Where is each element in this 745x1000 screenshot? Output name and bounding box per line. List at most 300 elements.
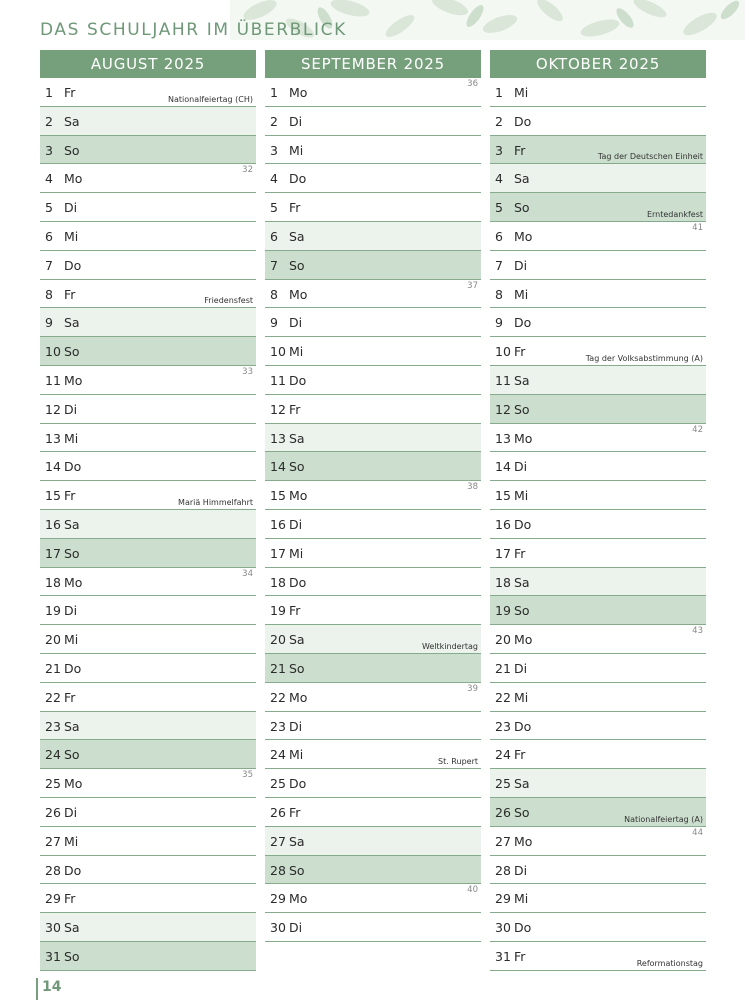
day-row [265, 78, 481, 107]
day-row [490, 625, 706, 654]
day-row [490, 942, 706, 971]
weekday-label: Di [514, 459, 528, 475]
day-number: 24 [45, 747, 61, 763]
day-number: 7 [270, 257, 278, 273]
day-number: 7 [495, 257, 503, 273]
weekday-label: Sa [289, 430, 305, 446]
day-row [40, 798, 256, 827]
day-number: 17 [45, 545, 61, 561]
page-title: DAS SCHULJAHR IM ÜBERBLICK [40, 20, 347, 40]
weekday-label: Do [289, 372, 307, 388]
weekday-label: Mo [64, 372, 83, 388]
day-list [490, 78, 706, 971]
page-number: 14 [42, 979, 62, 995]
day-row [40, 568, 256, 597]
week-number: 37 [467, 280, 478, 291]
day-number: 11 [45, 372, 61, 388]
day-row [265, 251, 481, 280]
day-row [265, 222, 481, 251]
weekday-label: Mo [64, 776, 83, 792]
weekday-label: So [64, 545, 80, 561]
weekday-label: Do [64, 660, 82, 676]
weekday-label: Mo [289, 488, 308, 504]
day-row [490, 222, 706, 251]
day-number: 23 [495, 718, 511, 734]
week-number: 41 [692, 222, 703, 233]
day-number: 2 [270, 113, 278, 129]
day-number: 9 [270, 315, 278, 331]
day-row [490, 280, 706, 309]
weekday-label: Mi [514, 689, 529, 705]
day-number: 27 [270, 833, 286, 849]
day-number: 10 [270, 344, 286, 360]
weekday-label: So [514, 603, 530, 619]
weekday-label: Fr [514, 142, 526, 158]
day-number: 22 [270, 689, 286, 705]
holiday-label: St. Rupert [438, 757, 478, 767]
day-number: 12 [45, 401, 61, 417]
day-number: 9 [45, 315, 53, 331]
weekday-label: Sa [64, 516, 80, 532]
weekday-label: Fr [514, 344, 526, 360]
day-row [265, 712, 481, 741]
day-row [40, 193, 256, 222]
day-number: 22 [495, 689, 511, 705]
day-row [40, 78, 256, 107]
day-number: 7 [45, 257, 53, 273]
weekday-label: Mi [289, 747, 304, 763]
day-number: 10 [45, 344, 61, 360]
page-number-bar [36, 978, 38, 1000]
day-row [265, 625, 481, 654]
day-number: 18 [45, 574, 61, 590]
day-number: 4 [495, 171, 503, 187]
weekday-label: Di [64, 200, 78, 216]
weekday-label: Fr [64, 488, 76, 504]
weekday-label: Mi [64, 430, 79, 446]
day-row [40, 222, 256, 251]
day-number: 5 [270, 200, 278, 216]
day-row [40, 539, 256, 568]
day-number: 29 [45, 891, 61, 907]
weekday-label: Fr [289, 401, 301, 417]
day-number: 25 [270, 776, 286, 792]
weekday-label: Do [64, 459, 82, 475]
month-header: AUGUST 2025 [40, 50, 256, 78]
day-row [490, 164, 706, 193]
day-number: 19 [45, 603, 61, 619]
weekday-label: Fr [514, 747, 526, 763]
day-number: 16 [495, 516, 511, 532]
weekday-label: Mi [64, 833, 79, 849]
day-number: 5 [495, 200, 503, 216]
day-row [265, 654, 481, 683]
day-number: 23 [45, 718, 61, 734]
weekday-label: So [64, 747, 80, 763]
weekday-label: Sa [514, 372, 530, 388]
weekday-label: Di [289, 113, 303, 129]
month-column [265, 50, 481, 942]
day-row [490, 481, 706, 510]
day-row [490, 366, 706, 395]
day-row [40, 308, 256, 337]
month-header: OKTOBER 2025 [490, 50, 706, 78]
weekday-label: Fr [64, 689, 76, 705]
weekday-label: Di [64, 401, 78, 417]
weekday-label: Mi [514, 286, 529, 302]
day-number: 12 [270, 401, 286, 417]
weekday-label: Di [64, 804, 78, 820]
day-row [265, 337, 481, 366]
day-number: 27 [45, 833, 61, 849]
day-row [40, 769, 256, 798]
day-row [265, 683, 481, 712]
day-number: 12 [495, 401, 511, 417]
day-row [40, 164, 256, 193]
weekday-label: Fr [289, 200, 301, 216]
day-number: 29 [495, 891, 511, 907]
day-number: 2 [495, 113, 503, 129]
day-row [265, 798, 481, 827]
day-row [490, 78, 706, 107]
weekday-label: Mi [64, 632, 79, 648]
holiday-label: Tag der Deutschen Einheit [597, 152, 703, 162]
day-number: 10 [495, 344, 511, 360]
day-number: 30 [270, 920, 286, 936]
weekday-label: Do [289, 776, 307, 792]
day-row [40, 510, 256, 539]
day-number: 14 [270, 459, 286, 475]
weekday-label: Sa [514, 171, 530, 187]
day-row [40, 481, 256, 510]
day-number: 3 [495, 142, 503, 158]
day-row [265, 884, 481, 913]
day-number: 13 [45, 430, 61, 446]
day-number: 20 [45, 632, 61, 648]
day-number: 27 [495, 833, 511, 849]
weekday-label: Fr [64, 891, 76, 907]
day-row [490, 337, 706, 366]
day-number: 15 [45, 488, 61, 504]
day-row [40, 654, 256, 683]
day-number: 21 [270, 660, 286, 676]
weekday-label: Sa [64, 920, 80, 936]
weekday-label: Sa [289, 632, 305, 648]
weekday-label: Do [514, 113, 532, 129]
day-row [40, 424, 256, 453]
weekday-label: So [64, 948, 80, 964]
day-row [490, 740, 706, 769]
day-row [490, 136, 706, 165]
day-number: 16 [270, 516, 286, 532]
holiday-label: Erntedankfest [646, 209, 703, 219]
day-row [265, 452, 481, 481]
weekday-label: Mi [289, 142, 304, 158]
day-row [265, 280, 481, 309]
weekday-label: Fr [289, 603, 301, 619]
day-row [40, 136, 256, 165]
week-number: 33 [242, 366, 253, 377]
day-number: 28 [495, 862, 511, 878]
day-row [490, 913, 706, 942]
day-row [490, 107, 706, 136]
day-number: 30 [45, 920, 61, 936]
week-number: 35 [242, 770, 253, 781]
holiday-label: Nationalfeiertag (CH) [167, 94, 253, 104]
weekday-label: Mi [514, 85, 529, 100]
weekday-label: So [64, 142, 80, 158]
weekday-label: Fr [64, 286, 76, 302]
day-number: 29 [270, 891, 286, 907]
day-number: 20 [270, 632, 286, 648]
holiday-label: Nationalfeiertag (A) [624, 814, 703, 824]
day-number: 24 [270, 747, 286, 763]
day-row [265, 424, 481, 453]
holiday-label: Reformationstag [636, 958, 703, 968]
day-row [40, 683, 256, 712]
day-number: 8 [45, 286, 53, 302]
day-row [40, 913, 256, 942]
day-number: 8 [495, 286, 503, 302]
day-row [40, 107, 256, 136]
day-row [40, 884, 256, 913]
day-number: 14 [495, 459, 511, 475]
day-number: 16 [45, 516, 61, 532]
day-row [490, 654, 706, 683]
day-number: 1 [495, 85, 503, 100]
day-number: 30 [495, 920, 511, 936]
weekday-label: Sa [514, 574, 530, 590]
day-row [40, 452, 256, 481]
weekday-label: Mo [289, 286, 308, 302]
day-row [490, 568, 706, 597]
day-number: 6 [270, 228, 278, 244]
day-number: 18 [270, 574, 286, 590]
week-number: 44 [692, 827, 703, 838]
day-row [490, 395, 706, 424]
holiday-label: Mariä Himmelfahrt [178, 497, 253, 507]
day-number: 11 [270, 372, 286, 388]
day-number: 15 [495, 488, 511, 504]
day-row [265, 568, 481, 597]
day-number: 15 [270, 488, 286, 504]
day-row [265, 856, 481, 885]
week-number: 38 [467, 482, 478, 493]
weekday-label: Fr [289, 804, 301, 820]
day-row [490, 510, 706, 539]
day-row [490, 712, 706, 741]
day-row [40, 395, 256, 424]
day-number: 11 [495, 372, 511, 388]
day-row [490, 308, 706, 337]
day-row [40, 280, 256, 309]
day-row [490, 452, 706, 481]
weekday-label: Di [514, 862, 528, 878]
day-row [40, 251, 256, 280]
weekday-label: Mo [289, 689, 308, 705]
day-row [490, 856, 706, 885]
day-row [40, 337, 256, 366]
day-number: 25 [45, 776, 61, 792]
day-number: 26 [45, 804, 61, 820]
holiday-label: Weltkindertag [421, 641, 478, 651]
day-row [490, 596, 706, 625]
day-row [40, 740, 256, 769]
day-number: 22 [45, 689, 61, 705]
weekday-label: Sa [289, 833, 305, 849]
weekday-label: Mi [289, 344, 304, 360]
day-row [490, 683, 706, 712]
weekday-label: So [514, 401, 530, 417]
day-row [40, 366, 256, 395]
weekday-label: Di [514, 257, 528, 273]
day-number: 5 [45, 200, 53, 216]
day-row [265, 539, 481, 568]
weekday-label: Sa [64, 718, 80, 734]
day-number: 31 [45, 948, 61, 964]
day-number: 3 [270, 142, 278, 158]
weekday-label: Mo [514, 228, 533, 244]
day-row [40, 942, 256, 971]
weekday-label: Mo [289, 891, 308, 907]
weekday-label: Di [289, 718, 303, 734]
day-number: 13 [270, 430, 286, 446]
weekday-label: Mi [514, 891, 529, 907]
weekday-label: So [514, 200, 530, 216]
day-number: 2 [45, 113, 53, 129]
day-number: 6 [45, 228, 53, 244]
day-row [265, 395, 481, 424]
day-row [490, 827, 706, 856]
weekday-label: Do [514, 516, 532, 532]
weekday-label: Di [289, 516, 303, 532]
day-number: 8 [270, 286, 278, 302]
day-row [265, 769, 481, 798]
day-row [40, 712, 256, 741]
day-number: 28 [270, 862, 286, 878]
day-number: 1 [270, 85, 278, 100]
day-number: 23 [270, 718, 286, 734]
weekday-label: Di [514, 660, 528, 676]
day-row [265, 366, 481, 395]
month-column [490, 50, 706, 971]
day-row [265, 164, 481, 193]
weekday-label: Di [289, 920, 303, 936]
weekday-label: Di [64, 603, 78, 619]
day-number: 21 [495, 660, 511, 676]
weekday-label: So [289, 660, 305, 676]
weekday-label: So [64, 344, 80, 360]
day-row [490, 539, 706, 568]
weekday-label: So [289, 862, 305, 878]
weekday-label: Mo [514, 430, 533, 446]
day-number: 21 [45, 660, 61, 676]
weekday-label: Do [64, 862, 82, 878]
day-number: 31 [495, 948, 511, 964]
day-row [40, 625, 256, 654]
day-list [265, 78, 481, 942]
day-number: 18 [495, 574, 511, 590]
day-row [490, 424, 706, 453]
weekday-label: So [289, 459, 305, 475]
day-number: 19 [270, 603, 286, 619]
day-row [265, 193, 481, 222]
weekday-label: So [514, 804, 530, 820]
day-number: 19 [495, 603, 511, 619]
holiday-label: Tag der Volksabstimmung (A) [585, 353, 703, 363]
week-number: 34 [242, 568, 253, 579]
day-row [265, 913, 481, 942]
day-row [40, 596, 256, 625]
day-row [265, 596, 481, 625]
weekday-label: Do [514, 718, 532, 734]
day-row [265, 136, 481, 165]
day-row [265, 740, 481, 769]
day-number: 20 [495, 632, 511, 648]
weekday-label: Do [514, 920, 532, 936]
day-number: 24 [495, 747, 511, 763]
weekday-label: Mo [64, 574, 83, 590]
weekday-label: So [289, 257, 305, 273]
day-number: 6 [495, 228, 503, 244]
weekday-label: Sa [514, 776, 530, 792]
day-number: 9 [495, 315, 503, 331]
day-number: 14 [45, 459, 61, 475]
weekday-label: Mi [64, 228, 79, 244]
weekday-label: Sa [289, 228, 305, 244]
week-number: 36 [467, 79, 478, 89]
day-row [265, 481, 481, 510]
day-number: 17 [270, 545, 286, 561]
day-number: 4 [45, 171, 53, 187]
weekday-label: Sa [64, 315, 80, 331]
day-row [490, 884, 706, 913]
day-number: 17 [495, 545, 511, 561]
weekday-label: Fr [514, 545, 526, 561]
weekday-label: Di [289, 315, 303, 331]
week-number: 43 [692, 626, 703, 637]
weekday-label: Do [64, 257, 82, 273]
holiday-label: Friedensfest [204, 296, 253, 306]
weekday-label: Mo [289, 85, 308, 100]
day-list [40, 78, 256, 971]
week-number: 42 [692, 424, 703, 435]
day-row [490, 251, 706, 280]
day-number: 13 [495, 430, 511, 446]
day-number: 26 [270, 804, 286, 820]
day-number: 1 [45, 85, 53, 100]
day-row [265, 510, 481, 539]
weekday-label: Do [289, 574, 307, 590]
day-number: 4 [270, 171, 278, 187]
weekday-label: Sa [64, 113, 80, 129]
day-row [490, 798, 706, 827]
day-row [490, 193, 706, 222]
weekday-label: Do [289, 171, 307, 187]
week-number: 32 [242, 165, 253, 176]
weekday-label: Mi [289, 545, 304, 561]
day-number: 26 [495, 804, 511, 820]
day-number: 3 [45, 142, 53, 158]
day-row [265, 308, 481, 337]
day-number: 28 [45, 862, 61, 878]
month-header: SEPTEMBER 2025 [265, 50, 481, 78]
day-number: 25 [495, 776, 511, 792]
month-column [40, 50, 256, 971]
day-row [265, 827, 481, 856]
weekday-label: Mo [514, 833, 533, 849]
weekday-label: Mi [514, 488, 529, 504]
